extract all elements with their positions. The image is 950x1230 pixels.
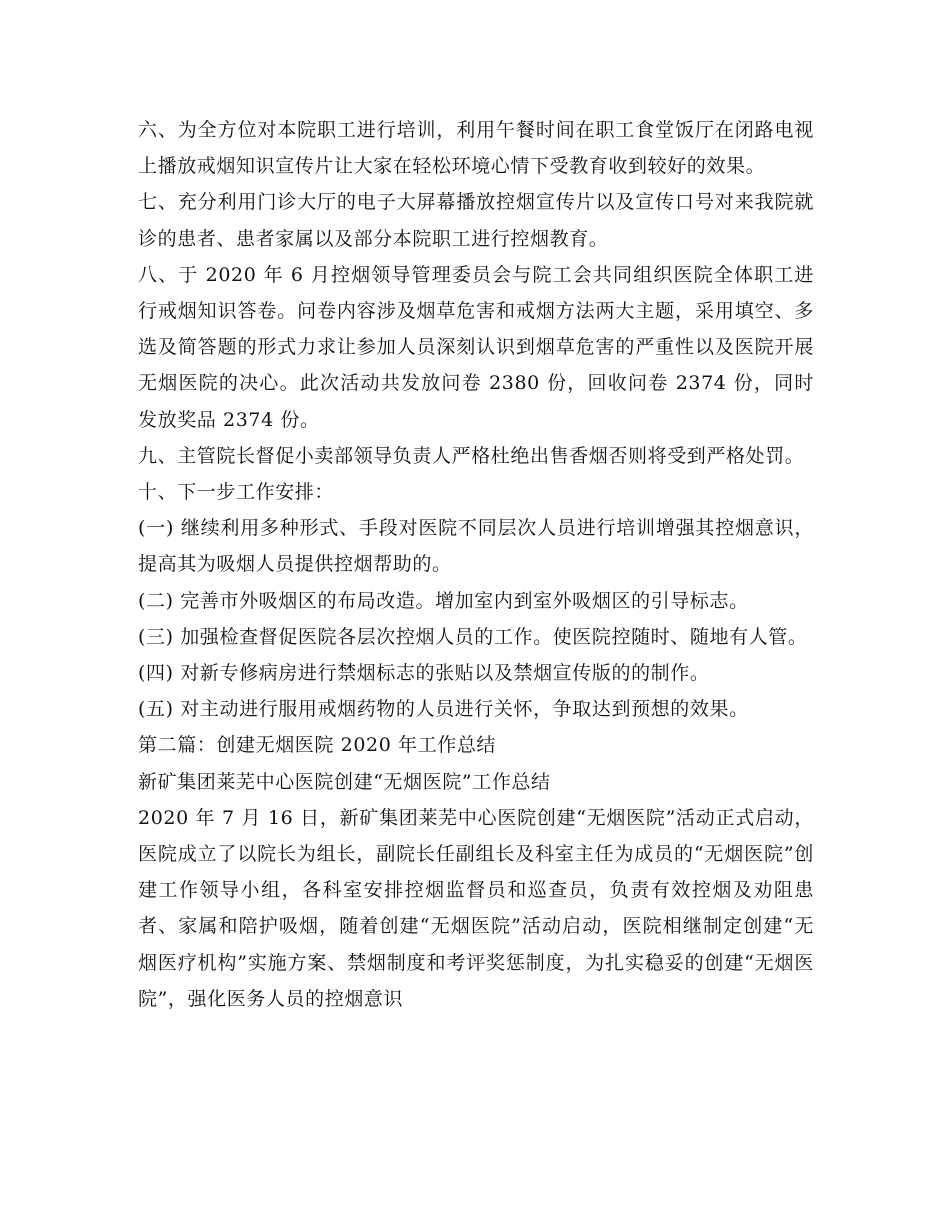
sub-item-1: (一) 继续利用多种形式、手段对医院不同层次人员进行培训增强其控烟意识，提高其为吸烟人员提供控烟帮助的。 [138, 517, 814, 576]
body-paragraph: 2020 年 7 月 16 日，新矿集团莱芜中心医院创建“无烟医院”活动正式启动，医院成立了以院长为组长，副院长任副组长及科室主任为成员的“无烟医院”创建工作领导小组，各科室安排控烟监督员和巡查员，负责有效控烟及劝阻患者、家属和陪护吸烟，随着创建“无烟医院”活动启动，医院相继制定创建“无烟医疗机构”实施方案、禁烟制度和考评奖惩制度，为扎实稳妥的创建“无烟医院”，强化医务人员的控烟意识 [138, 806, 814, 1010]
sub-item-2: (二) 完善市外吸烟区的布局改造。增加室内到室外吸烟区的引导标志。 [138, 589, 749, 612]
article-heading: 第二篇：创建无烟医院 2020 年工作总结 [138, 734, 497, 757]
sub-item-4: (四) 对新专修病房进行禁烟标志的张贴以及禁烟宣传版的的制作。 [138, 662, 710, 685]
paragraph-item-7: 七、充分利用门诊大厅的电子大屏幕播放控烟宣传片以及宣传口号对来我院就诊的患者、患者家属以及部分本院职工进行控烟教育。 [138, 191, 814, 250]
paragraph-item-9: 九、主管院长督促小卖部领导负责人严格杜绝出售香烟否则将受到严格处罚。 [138, 444, 805, 467]
paragraph-item-8: 八、于 2020 年 6 月控烟领导管理委员会与院工会共同组织医院全体职工进行戒烟知识答卷。问卷内容涉及烟草危害和戒烟方法两大主题，采用填空、多选及简答题的形式力求让参加人员深刻认识到烟草危害的严重性以及医院开展无烟医院的决心。此次活动共发放问卷 2380 份，回收问卷 2374 份，同时发放奖品 2374 份。 [138, 263, 814, 431]
paragraph-item-6: 六、为全方位对本院职工进行培训，利用午餐时间在职工食堂饭厅在闭路电视上播放戒烟知识宣传片让大家在轻松环境心情下受教育收到较好的效果。 [138, 119, 814, 178]
section-heading-next-steps: 十、下一步工作安排： [138, 481, 335, 504]
document-page [138, 112, 814, 1017]
sub-item-3: (三) 加强检查督促医院各层次控烟人员的工作。使医院控随时、随地有人管。 [138, 625, 808, 648]
article-subtitle: 新矿集团莱芜中心医院创建“无烟医院”工作总结 [138, 770, 551, 793]
sub-item-5: (五) 对主动进行服用戒烟药物的人员进行关怀，争取达到预想的效果。 [138, 698, 749, 721]
